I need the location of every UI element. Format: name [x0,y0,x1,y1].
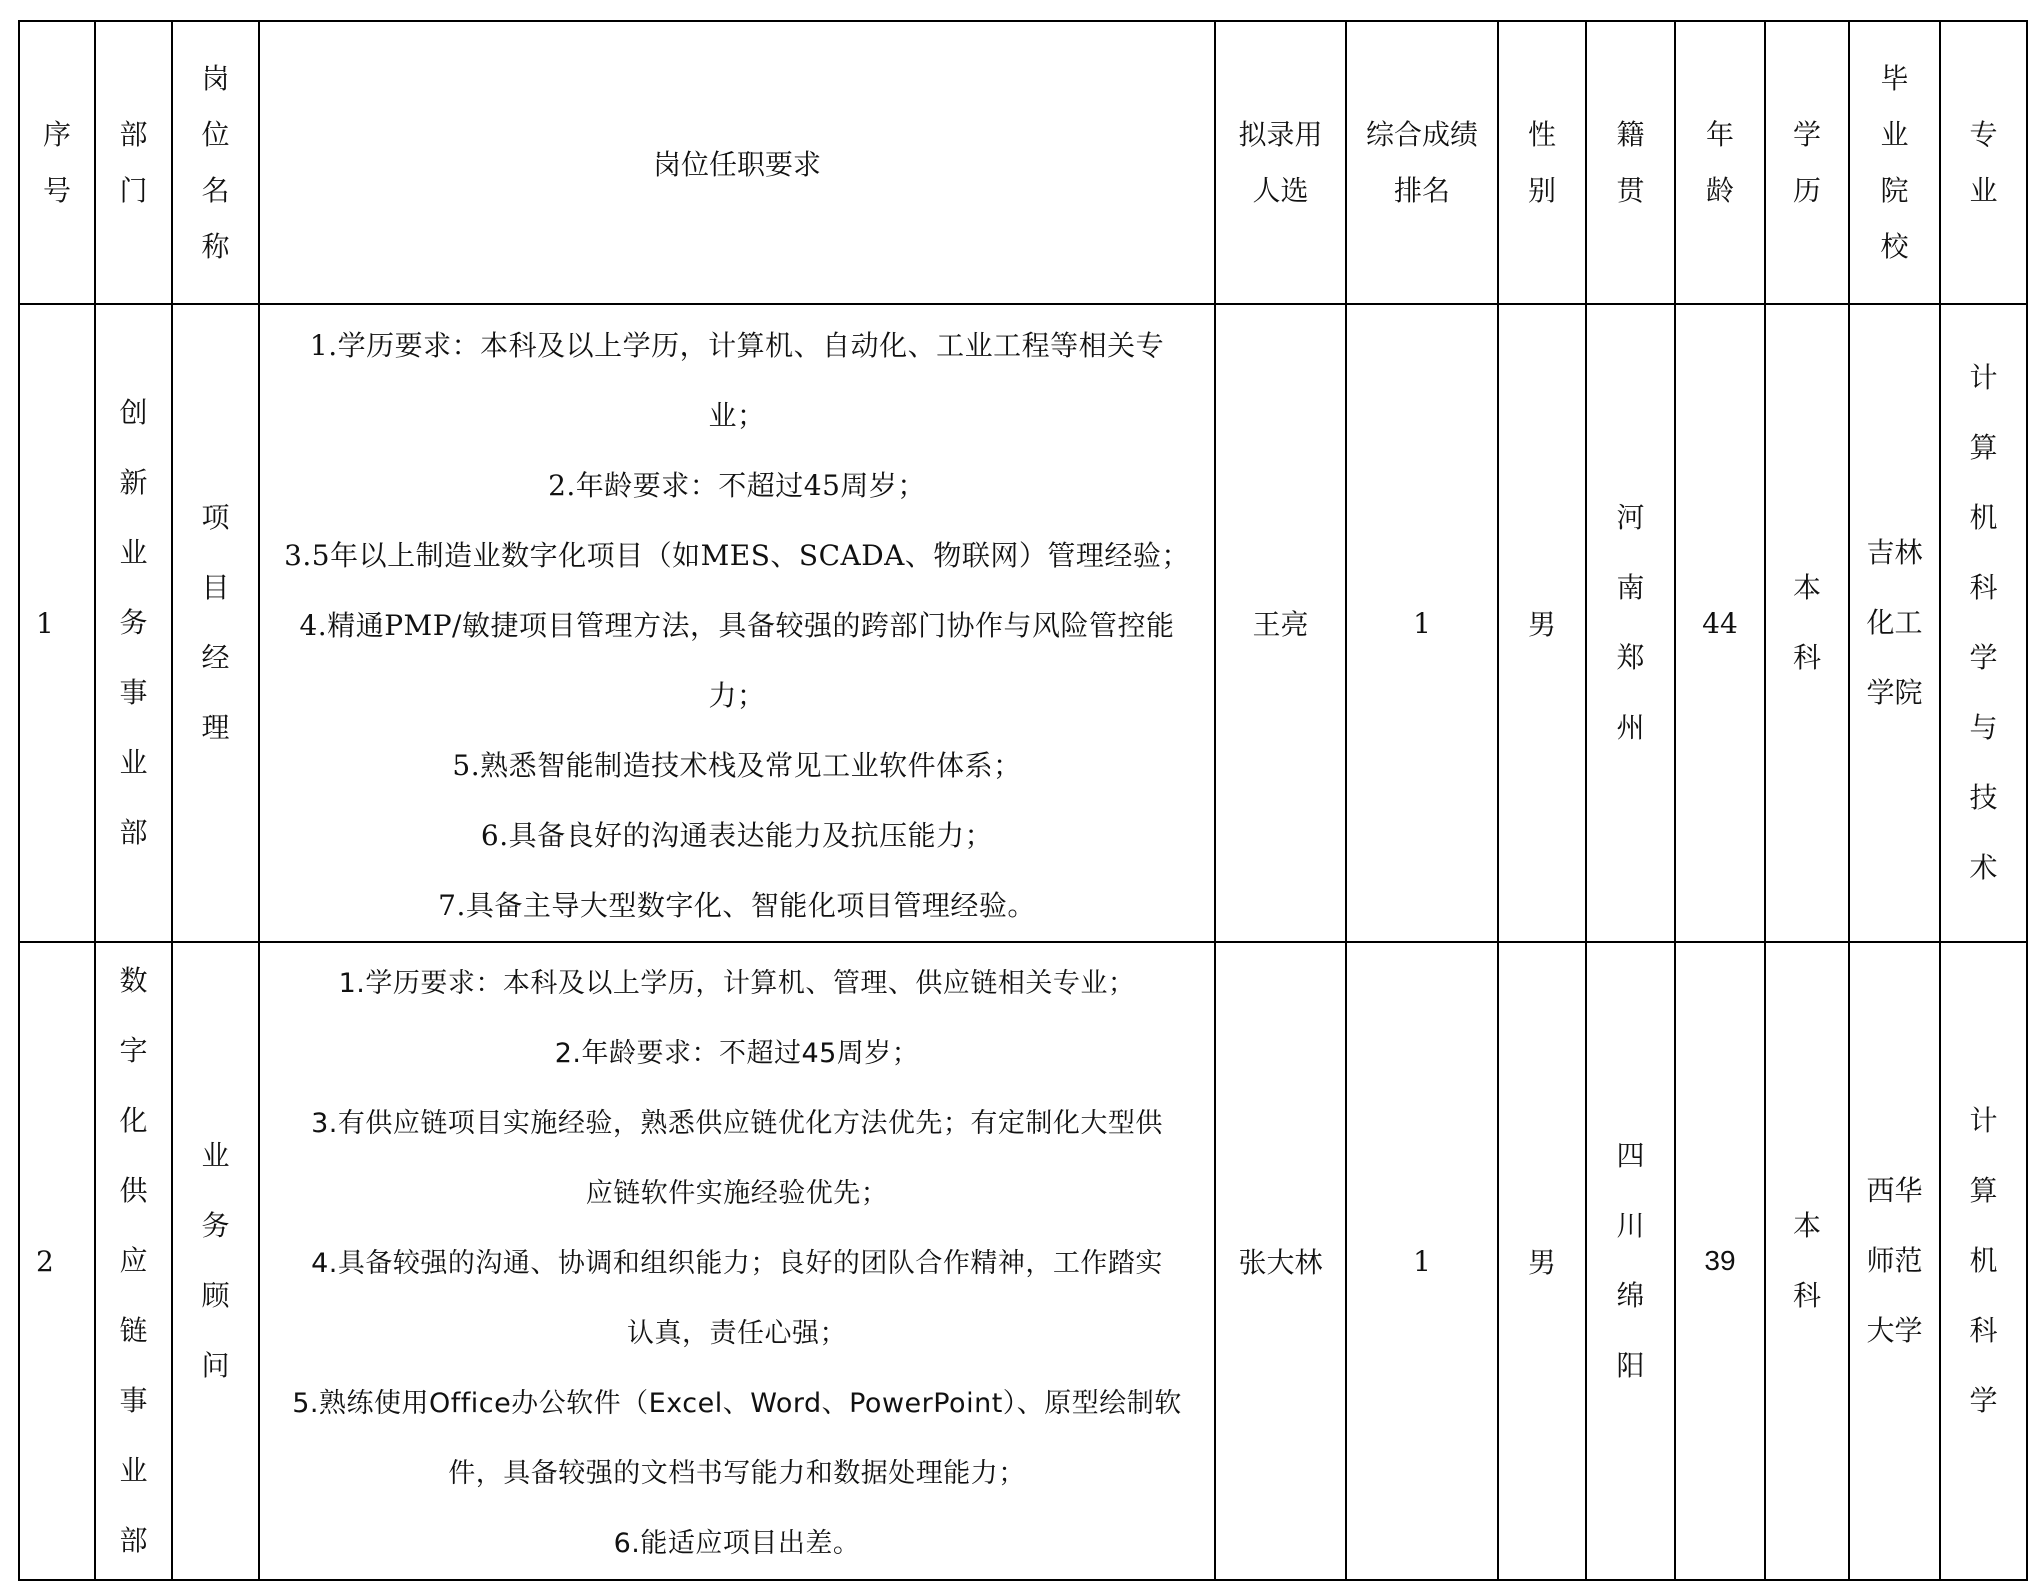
requirement-line: 3.有供应链项目实施经验，熟悉供应链优化方法优先；有定制化大型供 [311,1108,1163,1139]
cell-major: 计算机科学与技术 [1940,304,2027,942]
header-school: 毕业院校 [1849,21,1940,304]
cell-age: 39 [1675,942,1765,1580]
header-seq: 序号 [19,21,95,304]
cell-major: 计算机科学 [1940,942,2027,1580]
requirement-line: 力； [708,679,766,712]
requirement-line: 6.具备良好的沟通表达能力及抗压能力； [480,819,994,852]
requirement-line: 7.具备主导大型数字化、智能化项目管理经验。 [438,889,1036,922]
cell-age: 44 [1675,304,1765,942]
cell-requirements [259,304,1215,942]
requirement-line: 业； [708,399,766,432]
requirement-line: 1.学历要求：本科及以上学历，计算机、自动化、工业工程等相关专 [309,329,1165,362]
requirement-line: 认真，责任心强； [627,1318,847,1349]
requirement-line: 6.能适应项目出差。 [613,1528,861,1559]
cell-seq: 2 [19,942,95,1580]
requirement-line: 应链软件实施经验优先； [585,1178,889,1209]
header-position: 岗位名称 [172,21,259,304]
cell-native: 四川绵阳 [1586,942,1675,1580]
cell-native: 河南郑州 [1586,304,1675,942]
header-major: 专业 [1940,21,2027,304]
header-dept: 部门 [95,21,172,304]
cell-dept: 数字化供应链事业部 [95,942,172,1580]
header-rank: 综合成绩排名 [1346,21,1498,304]
cell-position: 项目经理 [172,304,259,942]
cell-gender: 男 [1498,942,1586,1580]
requirement-line: 件，具备较强的文档书写能力和数据处理能力； [448,1458,1026,1489]
requirement-line: 4.精通PMP/敏捷项目管理方法，具备较强的跨部门协作与风险管控能 [299,609,1175,642]
cell-candidate: 王亮 [1215,304,1346,942]
requirement-line: 5.熟练使用Office办公软件（Excel、Word、PowerPoint）、原型绘制软 [292,1388,1182,1419]
header-candidate: 拟录用人选 [1215,21,1346,304]
header-native: 籍贯 [1586,21,1675,304]
header-requirements: 岗位任职要求 [259,21,1215,304]
requirement-line: 2.年龄要求：不超过45周岁； [554,1038,920,1069]
cell-education: 本科 [1765,304,1849,942]
cell-school: 西华师范大学 [1849,942,1940,1580]
cell-seq: 1 [19,304,95,942]
cell-education: 本科 [1765,942,1849,1580]
cell-gender: 男 [1498,304,1586,942]
hiring-roster-table [18,20,2028,1581]
cell-rank: 1 [1346,304,1498,942]
requirement-line: 5.熟悉智能制造技术栈及常见工业软件体系； [452,749,1022,782]
header-gender: 性别 [1498,21,1586,304]
requirement-line: 3.5年以上制造业数字化项目（如MES、SCADA、物联网）管理经验； [284,539,1190,572]
cell-requirements [259,942,1215,1580]
cell-dept: 创新业务事业部 [95,304,172,942]
cell-candidate: 张大林 [1215,942,1346,1580]
cell-school: 吉林化工学院 [1849,304,1940,942]
requirement-line: 1.学历要求：本科及以上学历，计算机、管理、供应链相关专业； [338,968,1136,999]
header-education: 学历 [1765,21,1849,304]
header-row [19,21,2027,304]
header-age: 年龄 [1675,21,1765,304]
cell-rank: 1 [1346,942,1498,1580]
table-row [19,942,2027,1580]
table-row [19,304,2027,942]
requirement-line: 4.具备较强的沟通、协调和组织能力；良好的团队合作精神，工作踏实 [311,1248,1163,1279]
cell-position: 业务顾问 [172,942,259,1580]
requirement-line: 2.年龄要求：不超过45周岁； [548,469,926,502]
